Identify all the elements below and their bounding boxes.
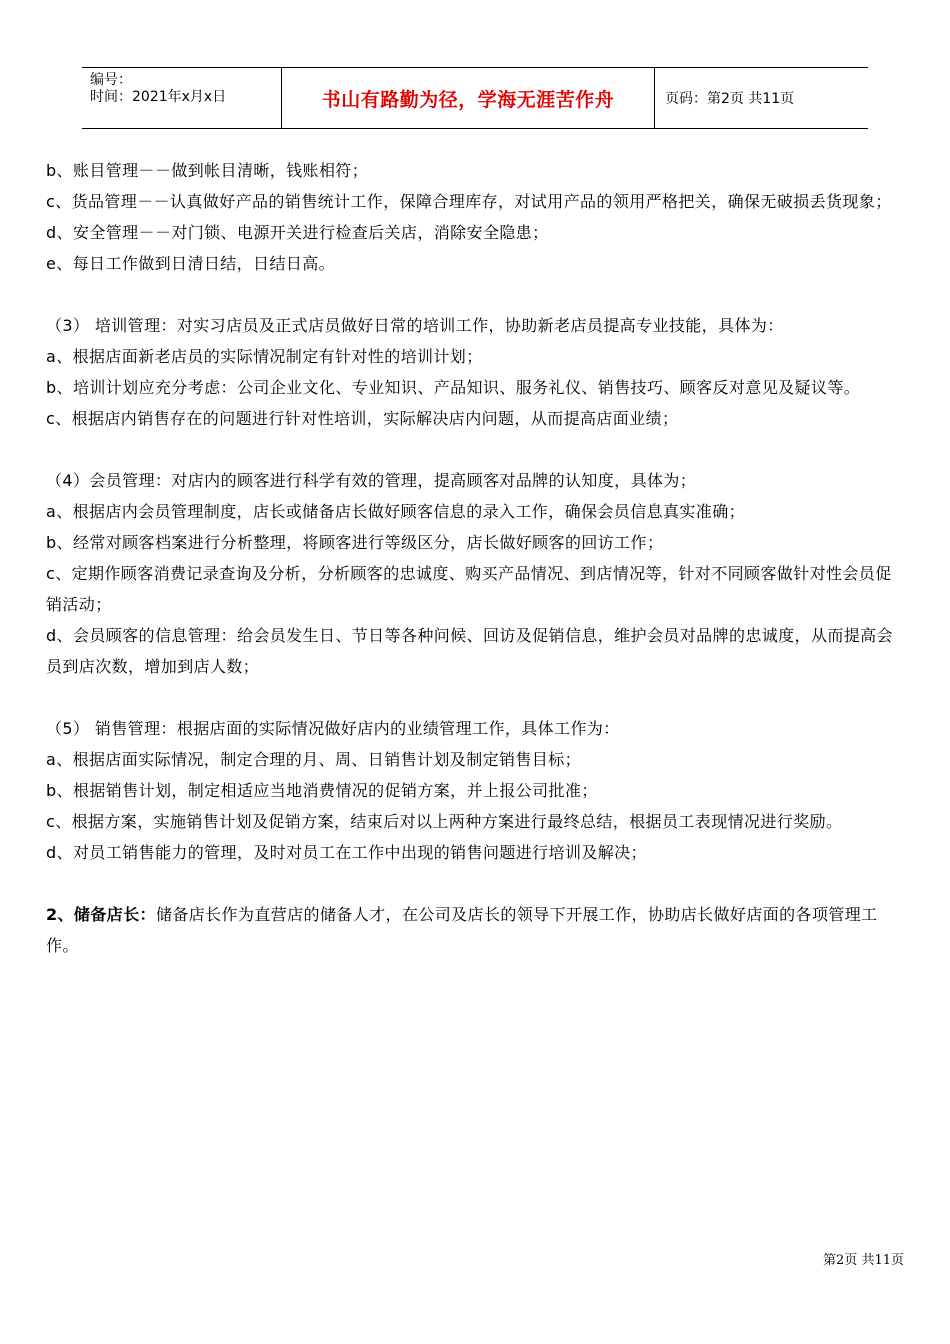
paragraph: c、货品管理－－认真做好产品的销售统计工作，保障合理库存，对试用产品的领用严格把关，确保无破损丢货现象； xyxy=(46,192,892,211)
paragraph: a、根据店面实际情况，制定合理的月、周、日销售计划及制定销售目标； xyxy=(46,750,582,769)
paragraph: c、根据店内销售存在的问题进行针对性培训，实际解决店内问题，从而提高店面业绩； xyxy=(46,409,679,428)
paragraph: a、根据店内会员管理制度，店长或储备店长做好顾客信息的录入工作，确保会员信息真实准确； xyxy=(46,502,746,521)
spacer xyxy=(46,279,906,310)
section-2-label: 2、储备店长： xyxy=(46,905,156,924)
document-body xyxy=(46,155,906,961)
paragraph: e、每日工作做到日清日结，日结日高。 xyxy=(46,254,336,273)
paragraph: b、培训计划应充分考虑：公司企业文化、专业知识、产品知识、服务礼仪、销售技巧、顾客反对意见及疑议等。 xyxy=(46,378,861,397)
paragraph: b、经常对顾客档案进行分析整理，将顾客进行等级区分，店长做好顾客的回访工作； xyxy=(46,533,664,552)
section-4-title: （4）会员管理：对店内的顾客进行科学有效的管理，提高顾客对品牌的认知度，具体为； xyxy=(46,471,697,490)
paragraph: c、定期作顾客消费记录查询及分析，分析顾客的忠诚度、购买产品情况、到店情况等，针对不同顾客做针对性会员促销活动； xyxy=(46,564,892,614)
spacer xyxy=(46,682,906,713)
paragraph: d、对员工销售能力的管理，及时对员工在工作中出现的销售问题进行培训及解决； xyxy=(46,843,647,862)
header-motto: 书山有路勤为径，学海无涯苦作舟 xyxy=(281,68,655,128)
section-2-text: 储备店长作为直营店的储备人才，在公司及店长的领导下开展工作，协助店长做好店面的各项管理工作。 xyxy=(46,905,878,955)
section-3-title: （3） 培训管理：对实习店员及正式店员做好日常的培训工作，协助新老店员提高专业技能，具体为： xyxy=(46,316,784,335)
paragraph: b、根据销售计划，制定相适应当地消费情况的促销方案，并上报公司批准； xyxy=(46,781,598,800)
header-meta xyxy=(82,68,281,128)
paragraph: b、账目管理－－做到帐目清晰，钱账相符； xyxy=(46,161,369,180)
paragraph: a、根据店面新老店员的实际情况制定有针对性的培训计划； xyxy=(46,347,483,366)
page-footer: 第2页 共11页 xyxy=(823,1253,904,1268)
paragraph: d、会员顾客的信息管理：给会员发生日、节日等各种问候、回访及促销信息，维护会员对品牌的忠诚度，从而提高会员到店次数，增加到店人数； xyxy=(46,626,893,676)
header-page-label: 页码：第2页 共11页 xyxy=(665,91,795,107)
paragraph: d、安全管理－－对门锁、电源开关进行检查后关店，消除安全隐患； xyxy=(46,223,549,242)
number-label: 编号： xyxy=(90,72,132,88)
section-2-paragraph xyxy=(46,899,906,961)
spacer xyxy=(46,434,906,465)
paragraph: c、根据方案，实施销售计划及促销方案，结束后对以上两种方案进行最终总结，根据员工表现情况进行奖励。 xyxy=(46,812,843,831)
time-label: 时间：2021年x月x日 xyxy=(90,89,227,105)
spacer xyxy=(46,868,906,899)
page-header xyxy=(82,67,868,129)
section-5-title: （5） 销售管理：根据店面的实际情况做好店内的业绩管理工作，具体工作为： xyxy=(46,719,620,738)
